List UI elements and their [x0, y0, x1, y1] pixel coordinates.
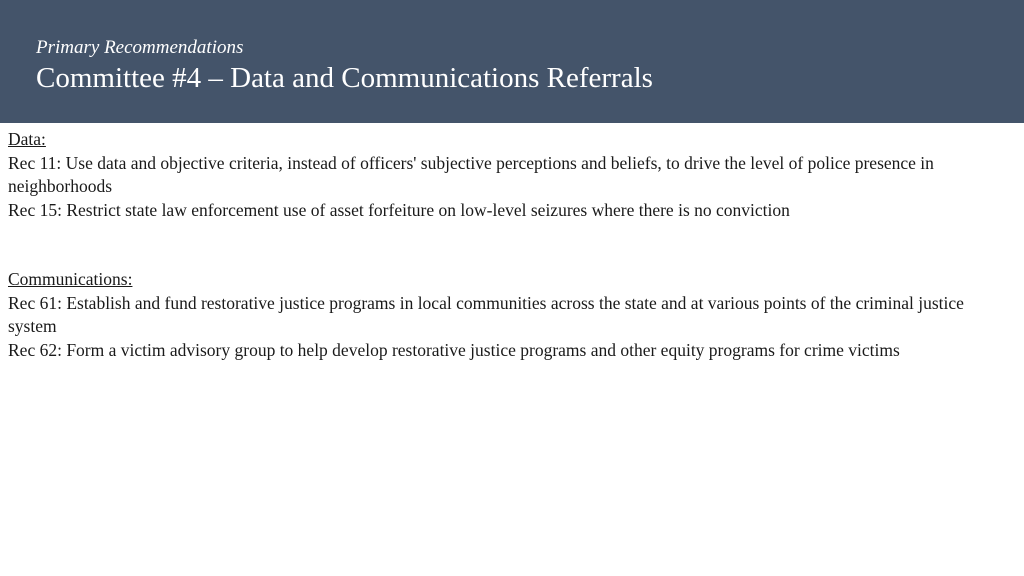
data-section — [8, 128, 1016, 222]
slide-title: Committee #4 – Data and Communications Referrals — [36, 62, 653, 94]
header-banner — [0, 0, 1024, 123]
rec-15: Rec 15: Restrict state law enforcement use of asset forfeiture on low-level seizures where there is no conviction — [8, 199, 790, 220]
slide-subtitle: Primary Recommendations — [36, 37, 244, 58]
rec-11: Rec 11: Use data and objective criteria, instead of officers' subjective perceptions and beliefs, to drive the level of police presence in neighborhoods — [8, 152, 934, 196]
slide-body — [8, 128, 1016, 362]
rec-61: Rec 61: Establish and fund restorative justice programs in local communities across the state and at various points of the criminal justice system — [8, 292, 964, 336]
communications-section — [8, 268, 1016, 362]
communications-section-heading: Communications: — [8, 269, 133, 289]
section-spacer — [8, 222, 1016, 268]
rec-62: Rec 62: Form a victim advisory group to help develop restorative justice programs and other equity programs for crime victims — [8, 339, 900, 360]
data-section-heading: Data: — [8, 129, 46, 149]
